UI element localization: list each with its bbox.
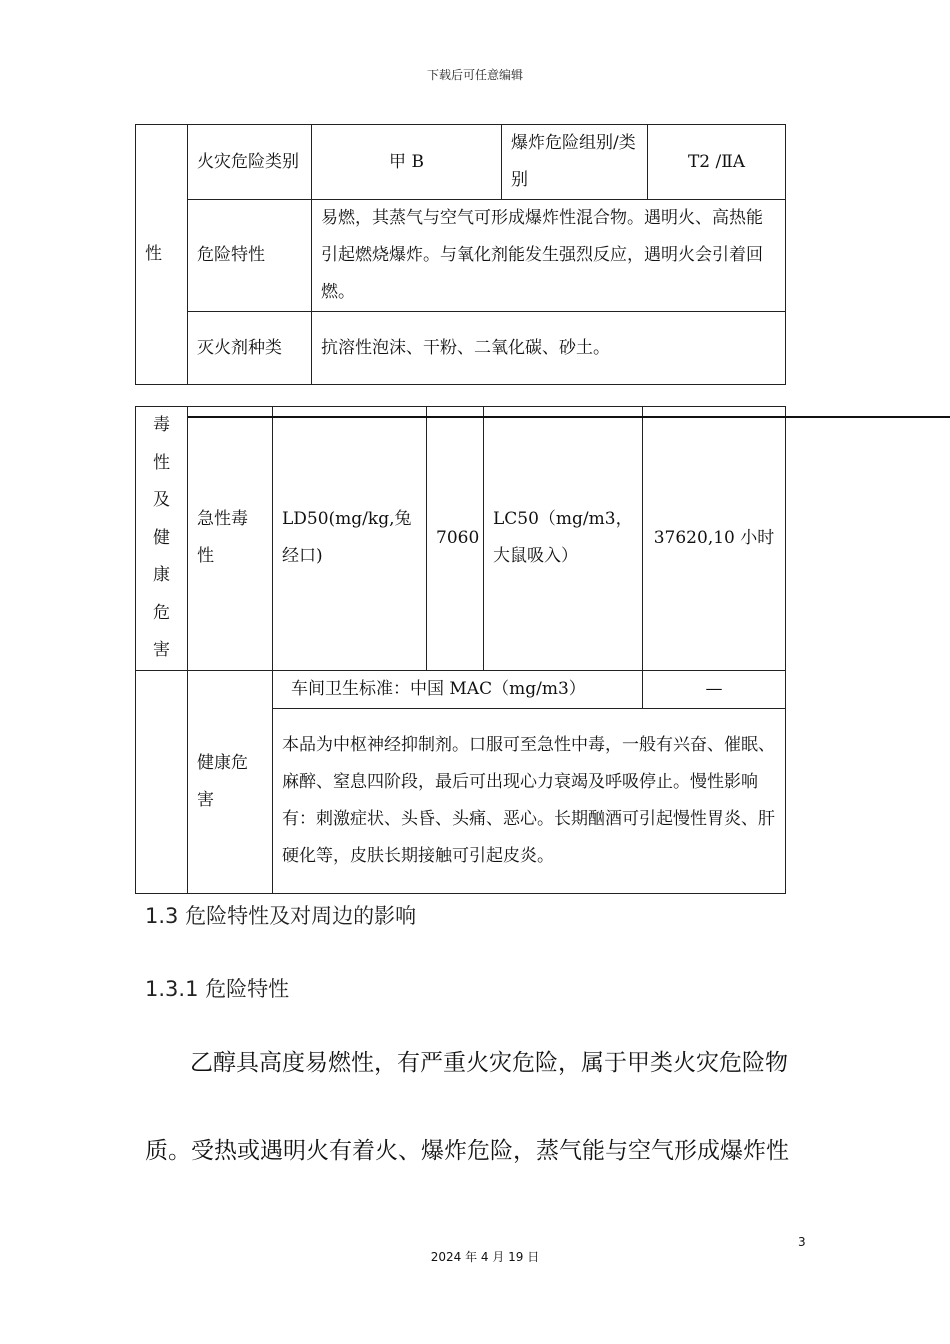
side-char: 健 [153,527,170,548]
side-char: 危 [153,602,170,623]
health-hazard-label: 健康危害 [188,670,273,893]
subsection-heading: 1.3.1 危险特性 [145,977,290,1001]
fire-class-label: 火灾危险类别 [188,125,312,200]
side-char: 康 [153,565,170,585]
side-label-property: 性 [136,125,188,385]
extinguisher-label: 灭火剂种类 [188,312,312,385]
explosion-group-label: 爆炸危险组别/类别 [502,125,648,200]
acute-toxicity-label: 急性毒性 [188,407,273,671]
side-char: 性 [153,452,170,473]
workshop-standard-label: 车间卫生标准：中国 MAC（mg/m3） [273,670,643,708]
side-char: 毒 [153,415,170,435]
section-heading: 1.3 危险特性及对周边的影响 [145,904,417,928]
footer-date: 2024 年 4 月 19 日 [430,1250,540,1264]
side-char: 及 [153,490,170,510]
ld50-value: 7060 [427,407,484,671]
body-paragraph-line-2: 质。受热或遇明火有着火、爆炸危险，蒸气能与空气形成爆炸性 [145,1138,789,1164]
hazard-text: 易燃，其蒸气与空气可形成爆炸性混合物。遇明火、高热能引起燃烧爆炸。与氧化剂能发生强烈反应，遇明火会引着回燃。 [312,200,786,312]
fire-class-value: 甲 B [312,125,502,200]
explosion-group-value: T2 /ⅡA [648,125,786,200]
side-label-toxicity [136,407,188,671]
lc50-label: LC50（mg/m3，大鼠吸入） [484,407,643,671]
hazard-label: 危险特性 [188,200,312,312]
fire-properties-table [135,124,786,385]
workshop-standard-value: — [643,670,786,708]
page-number: 3 [798,1235,806,1249]
table-overflow-line [188,416,950,418]
health-hazard-text: 本品为中枢神经抑制剂。口服可至急性中毒，一般有兴奋、催眠、麻醉、窒息四阶段，最后可出现心力衰竭及呼吸停止。慢性影响有：刺激症状、头昏、头痛、恶心。长期酗酒可引起慢性胃炎、肝硬化等，皮肤长期接触可引起皮炎。 [273,708,786,893]
page-header: 下载后可任意编辑 [426,68,523,82]
lc50-value: 37620,10 小时 [643,407,786,671]
body-paragraph-line-1: 乙醇具高度易燃性，有严重火灾危险，属于甲类火灾危险物 [190,1050,788,1076]
extinguisher-text: 抗溶性泡沫、干粉、二氧化碳、砂土。 [312,312,786,385]
empty-side-cell [136,670,188,893]
toxicity-table [135,406,786,894]
ld50-label: LD50(mg/kg,兔经口) [273,407,427,671]
side-char: 害 [153,640,170,660]
